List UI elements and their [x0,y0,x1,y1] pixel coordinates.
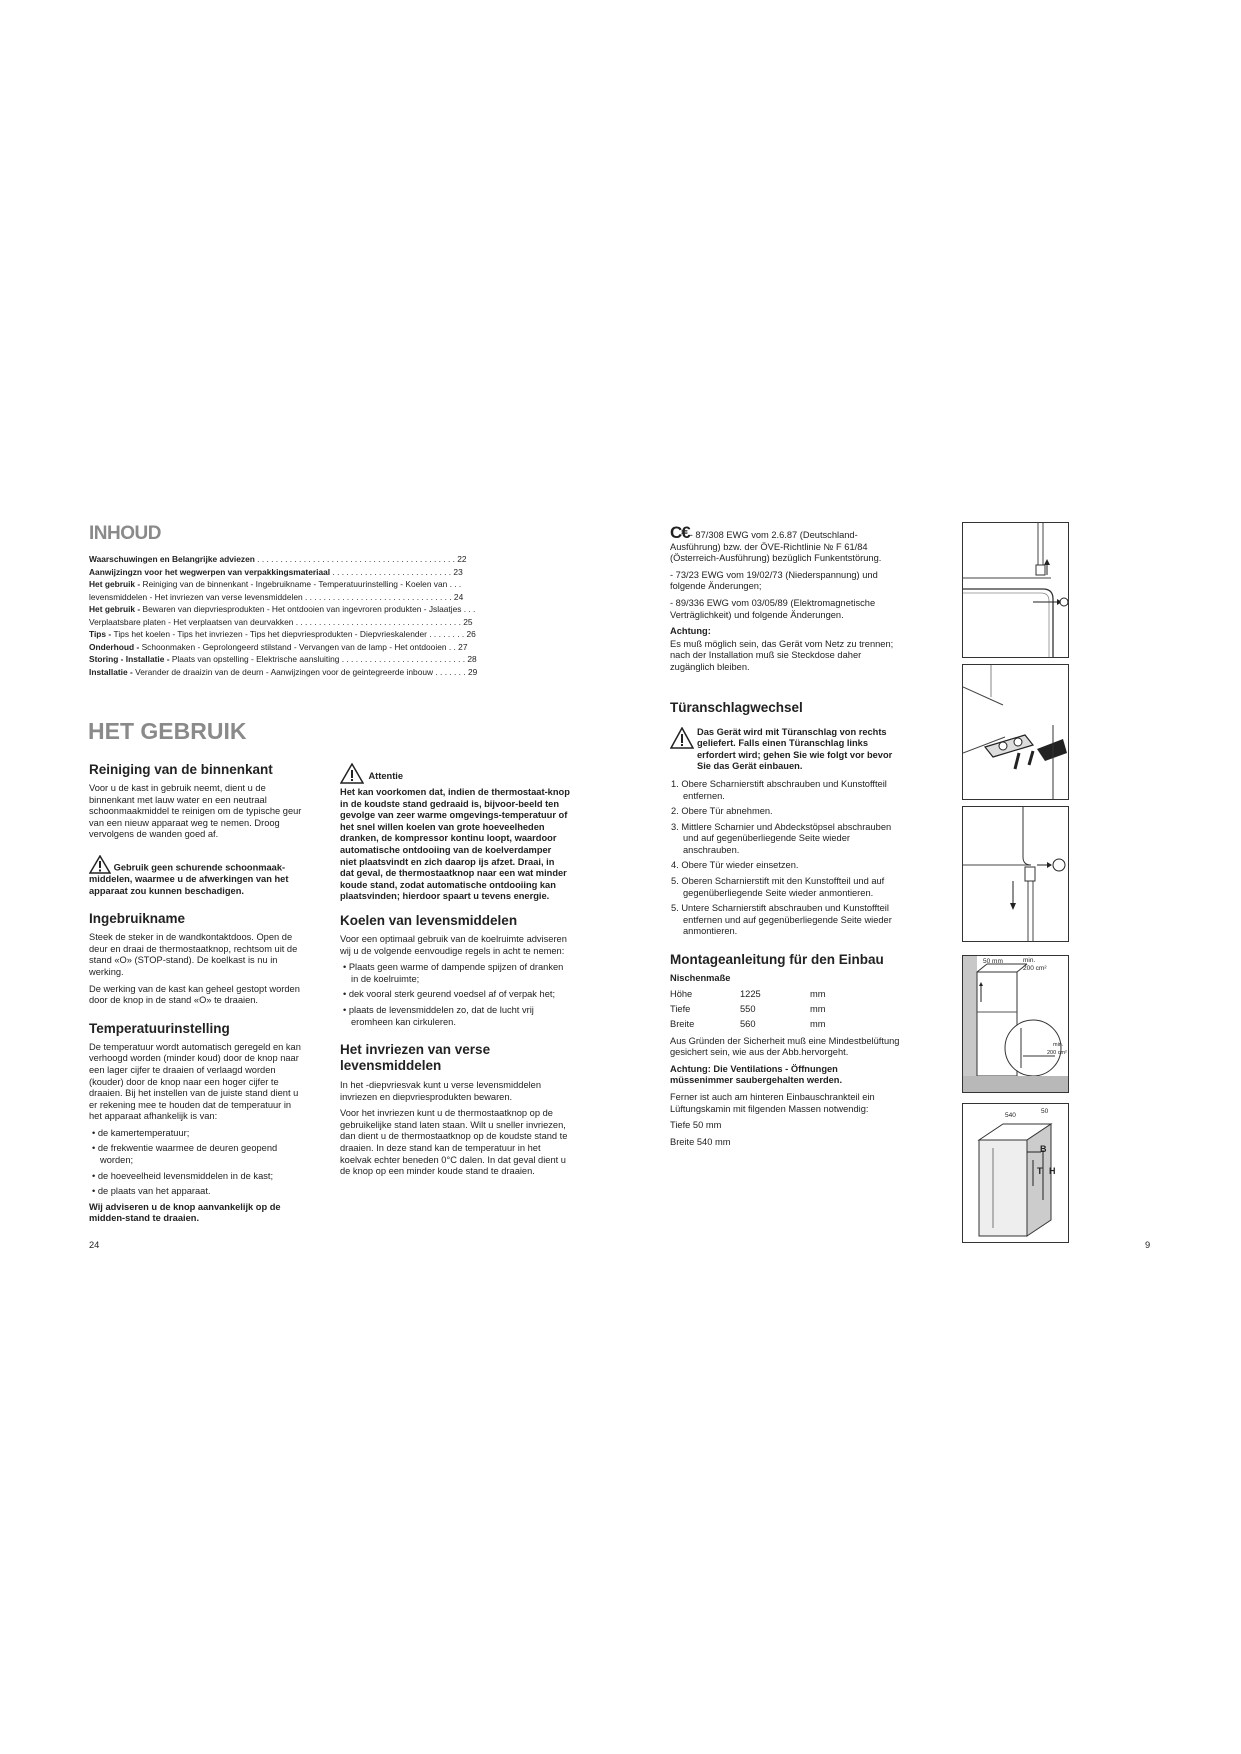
page-number-left: 24 [89,1240,100,1250]
toc-entry [89,553,535,566]
invriezen-heading: Het invriezen van verse levensmiddelen [340,1042,491,1074]
achtung-label: Achtung: [670,626,711,637]
toc-entry-text: levensmiddelen - Het invriezen van verse levensmiddelen . . . . . . . . . . . . . . . . . . . . . . . . . . . . . . . . 24 [89,591,464,602]
reiniging-text: Voor u de kast in gebruik neemt, dient u de binnenkant met lauw water en een neutraal schoonmaakmiddel te reinigen om de typische geur van een nieuw apparaat weg te nemen. Droog vervolgens de wanden goed af. [89,783,302,840]
reiniging-heading: Reiniging van de binnenkant [89,762,273,777]
niche-label-H: H [1049,1166,1056,1176]
toc-entry-bold: Tips - [89,629,114,639]
toc-entry-bold: Onderhoud - [89,641,142,652]
toc-entry [89,628,535,641]
niche-label-50: 50 [1041,1108,1049,1115]
montage-heading: Montageanleitung für den Einbau [670,952,884,968]
ingebruik-text-1: Steek de steker in de wandkontaktdoos. Open de deur en draai de thermostaatknop, rechtsom uit de stand «O» (STOP-stand). De koelkast is nu in werking. [89,932,298,977]
vent-label-200-top: 200 cm² [1023,965,1047,972]
toc-entry-text: . . . . . . . . . . . . . . . . . . . . . . . . . . . . . . . . . . . . . . . . . . . 22 [254,554,467,564]
column-3 [670,523,902,1153]
toc-entry-bold: Installatie - [89,666,136,677]
bullet-item: • de frekwentie waarmee de deuren geopend worden; [92,1143,278,1166]
toc-title: INHOUD [89,523,161,544]
koelen-text: Voor een optimaal gebruik van de koelruimte adviseren wij u de volgende eenvoudige regels in acht te nemen: [340,933,567,956]
top-hinge-illustration [963,523,1068,657]
dimension-value: 560 [740,1018,756,1029]
ce-text: - 87/308 EWG vom 2.6.87 (Deutschland-Ausführung) bzw. der ÖVE-Richtlinie № F 61/84 (Österreich-Ausführung) bezüglich Funkentstörung. [670,530,882,564]
step-item: 3. Mittlere Scharnier und Abdeckstöpsel abschrauben und auf gegenüberliegende Seite wieder anschrauben. [671,821,892,855]
warning-paragraph [89,855,302,897]
dimension-value: 1225 [740,988,761,999]
niche-label-B: B [1040,1144,1047,1154]
lower-hinge-illustration [963,807,1068,941]
step-item: 5. Untere Scharnierstift abschrauben und Kunstoffteil entfernen und auf gegenüberliegende Seite wieder anmontieren. [671,903,892,937]
figure-middle-hinge [962,664,1069,800]
bullet-item: • de plaats van het apparaat. [92,1186,211,1197]
toc-entry-text: . . . . . . . . . . . . . . . . . . . . . . . . . . 23 [330,566,463,577]
toc-entry-bold: Het gebruik - [89,604,143,614]
toc-entry [89,616,535,629]
toc-section [89,523,535,678]
turan-heading: Türanschlagwechsel [670,699,803,715]
niche-label-540: 540 [1005,1112,1016,1119]
vent-label-200-bottom: 200 cm² [1047,1050,1067,1056]
dimension-unit: mm [810,988,826,999]
step-item: 4. Obere Tür wieder einsetzen. [671,860,799,871]
dimension-label: Breite [670,1018,695,1029]
attentie-text: Het kan voorkomen dat, indien de thermostaat-knop in de koudste stand gedraaid is, bijvoor-beeld ten gevolge van zeer warme omgevings-temperatuur of het snel willen koelen van grote hoeveelheden dranken, de kompressor kontinu loopt, waardoor automatische ontdooiing van de koelverdamper niet plaatsvindt en zich daarop ijs afzet. Draai, in dat geval, de thermostaatknop naar een wat minder koude stand, zodat automatische ontdooiing kan plaatsvinden; hierdoor spaart u tevens energie. [340,787,570,902]
toc-entry [89,591,535,604]
dimension-row [670,1017,850,1032]
toc-entry [89,578,535,591]
page-number-right: 9 [1145,1240,1151,1250]
toc-list [89,553,535,678]
niche-label-T: T [1037,1166,1043,1176]
ingebruik-text-2: De werking van de kast kan geheel gestopt worden door de knop in de stand «O» te draaien. [89,983,300,1006]
step-item: 5. Oberen Scharnierstift mit den Kunstoffteil und auf gegenüberliegende Seite wieder anmontieren. [671,876,885,898]
turan-steps-list [670,779,902,938]
toc-entry [89,603,535,616]
turan-warning-text: Das Gerät wird mit Türanschlag von rechts geliefert. Falls einen Türanschlag links erfordert wird; gehen Sie wie folgt vor bevor Sie das Gerät einbauen. [697,726,893,772]
toc-entry [89,641,535,654]
toc-entry [89,666,535,679]
vent-label-min-top: min. [1023,957,1036,964]
dimension-value: 550 [740,1003,756,1014]
achtung-text: Es muß möglich sein, das Gerät vom Netz zu trennen; nach der Installation muß sie Steckdose daher zugänglich bleiben. [670,638,894,672]
sicherheit-text: Aus Gründen der Sicherheit muß eine Mindestbelüftung gesichert sein, wie aus der Abb.hervorgeht. [670,1035,900,1058]
koelen-bullet-list [340,962,570,1028]
figure-niche-dimensions [962,1103,1069,1243]
temp-bullet-list [89,1128,302,1198]
attentie-label: Attentie [368,771,404,781]
toc-entry-text: Schoonmaken - Geprolongeerd stilstand - Vervangen van de lamp - Het ontdooien . . 27 [141,641,468,652]
vent-label-min-bottom: min. [1053,1042,1064,1048]
ferner-text: Ferner ist auch am hinteren Einbauschrankteil ein Lüftungskamin mit filgenden Massen notwendig: [670,1092,875,1114]
bullet-item: • plaats de levensmiddelen zo, dat de lucht vrij eromheen kan cirkuleren. [343,1004,534,1027]
ewg-73-23: - 73/23 EWG vom 19/02/73 (Niederspannung) und folgende Änderungen; [670,569,878,592]
turan-warning-block [670,727,902,773]
dimension-label: Tiefe [670,1003,691,1014]
toc-entry-bold: Het gebruik - [89,579,143,589]
temp-text: De temperatuur wordt automatisch geregeld en kan verhoogd worden (minder koud) door de knop naar een lager cijfer te draaien of verlaagd worden (kouder) door de knop naar een hoger cijfer te draaien. Bij het instellen van de juiste stand dient u er rekening mee te houden dat de temperatuur in het apparaat afhankelijk is van: [89,1041,301,1122]
toc-entry-bold: Aanwijzingzn voor het wegwerpen van verpakkingsmateriaal [89,566,331,577]
warning-icon [340,763,364,784]
toc-entry-text: Tips het koelen - Tips het invriezen - Tips het diepvriesprodukten - Diepvrieskalender . . . . . . . . 26 [113,629,476,639]
toc-entry-bold: Waarschuwingen en Belangrijke adviezen [89,554,255,564]
bullet-item: • de hoeveelheid levensmiddelen in de kast; [92,1170,274,1181]
toc-entry-text: Plaats van opstelling - Elektrische aansluiting . . . . . . . . . . . . . . . . . . . . . . . . . . . 28 [171,654,477,664]
dimension-unit: mm [810,1018,826,1029]
main-title: HET GEBRUIK [88,718,247,744]
ewg-89-336: - 89/336 EWG vom 03/05/89 (Elektromagnetische Verträglichkeit) und folgende Änderungen. [670,597,876,620]
ce-paragraph [670,523,902,565]
figure-ventilation [962,955,1069,1093]
attentie-header [340,763,570,784]
invriezen-text-1: In het -diepvriesvak kunt u verse levensmiddelen invriezen en diepvriesprodukten bewaren. [340,1080,542,1102]
warning-icon [89,855,111,874]
tiefe-text: Tiefe 50 mm [670,1120,722,1131]
vent-title: Achtung: Die Ventilations - Öffnungen müssenimmer saubergehalten werden. [670,1063,843,1086]
step-item: 2. Obere Tür abnehmen. [671,806,773,817]
warning-text: Gebruik geen schurende schoonmaak-middelen, waarmee u de afwerkingen van het apparaat zou kunnen beschadigen. [89,862,289,896]
toc-entry-text: Bewaren van diepvriesprodukten - Het ontdooien van ingevroren produkten - Jslaatjes . . . [142,604,476,614]
figure-top-hinge [962,522,1069,658]
bullet-item: • Plaats geen warme of dampende spijzen of dranken in de koelruimte; [343,962,564,984]
toc-entry-text: Verander de draaizin van de deurn - Aanwijzingen voor de geintegreerde inbouw . . . . . . . 29 [135,666,478,677]
nischen-label: Nischenmaße [670,973,731,984]
column-2 [340,763,570,1183]
temp-heading: Temperatuurinstelling [89,1020,230,1036]
dimension-row [670,1002,850,1017]
koelen-heading: Koelen van levensmiddelen [340,912,518,928]
invriezen-text-2: Voor het invriezen kunt u de thermostaatknop op de gebruikelijke stand laten staan. Wilt u sneller invriezen, dan dient u de thermostaatknop op de koudste stand te draaien. In deze stand kan de temperatuur in het koelvak echter beneden 0°C dalen. In dat geval dient u de knop op een minder koude stand te draaien. [340,1108,568,1177]
dimensions-table [670,987,850,1032]
breite-text: Breite 540 mm [670,1136,731,1147]
bullet-item: • de kamertemperatuur; [92,1127,190,1138]
warning-block [89,855,302,897]
ce-mark: C€ [670,523,690,542]
advies-text: Wij adviseren u de knop aanvankelijk op de midden-stand te draaien. [89,1201,281,1224]
step-item: 1. Obere Scharnierstift abschrauben und Kunstoffteil entfernen. [671,778,887,801]
toc-entry-text: Reiniging van de binnenkant - Ingebruikname - Temperatuurinstelling - Koelen van . . . [142,579,462,589]
toc-entry-text: Verplaatsbare platen - Het verplaatsen van deurvakken . . . . . . . . . . . . . . . . . . . . . . . . . . . . . . . . . . . . 25 [89,616,473,627]
column-1 [89,762,302,1230]
toc-entry [89,566,535,579]
bullet-item: • dek vooral sterk geurend voedsel af of verpak het; [343,989,556,1000]
warning-icon [670,727,694,749]
toc-entry-bold: Storing - Installatie - [89,654,172,664]
dimension-label: Höhe [670,988,693,999]
middle-hinge-illustration [963,665,1068,799]
toc-entry [89,653,535,666]
figure-lower-hinge [962,806,1069,942]
ingebruik-heading: Ingebruikname [89,911,186,927]
dimension-unit: mm [810,1003,826,1014]
vent-label-50mm: 50 mm [983,958,1003,965]
dimension-row [670,987,850,1002]
ventilation-illustration [963,956,1068,1092]
